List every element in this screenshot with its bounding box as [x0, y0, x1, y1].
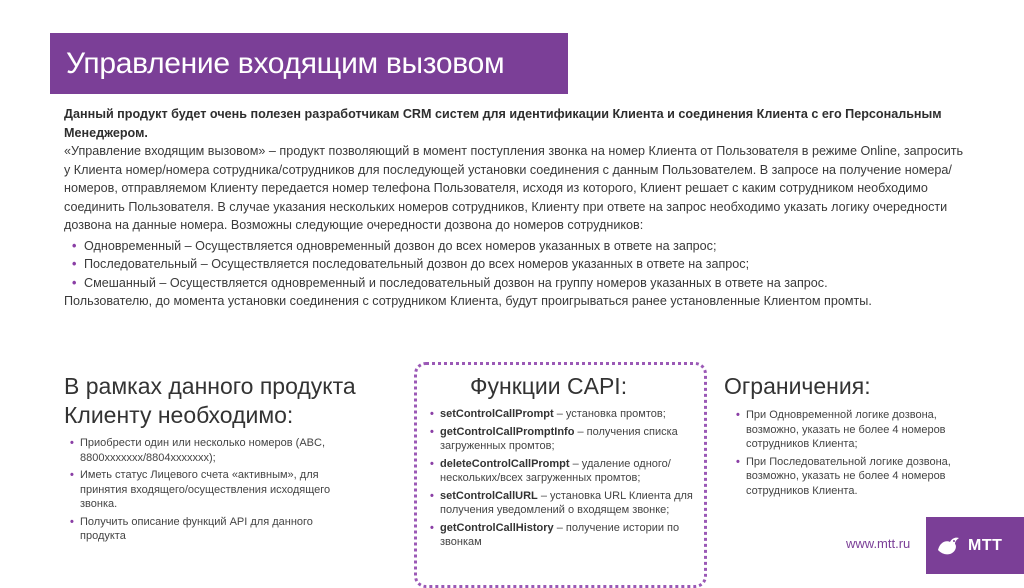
mtt-logo	[926, 517, 1024, 574]
list-item: • deleteControlCallPrompt – удаление одного/нескольких/всех загруженных промтов;	[430, 457, 671, 484]
title-banner	[50, 33, 568, 94]
requirements-title: В рамках данного продукта Клиенту необходимо:	[64, 373, 356, 428]
bullet-icon: •	[736, 409, 740, 421]
bullet-icon: •	[72, 257, 77, 271]
list-item: • setControlCallPrompt – установка промтов;	[430, 408, 666, 420]
bullet-icon: •	[70, 469, 74, 481]
capi-functions-title: Функции CAPI:	[470, 373, 628, 399]
limits-title: Ограничения:	[724, 373, 871, 399]
page-title: Управление входящим вызовом	[66, 46, 505, 80]
list-item: • При Последовательной логике дозвона, возможно, указать не более 4 номеров сотрудников Клиента.	[736, 455, 951, 497]
function-name: setControlCallPrompt	[440, 408, 554, 420]
bullet-icon: •	[72, 238, 77, 253]
list-item: • Иметь статус Лицевого счета «активным», для принятия входящего/осуществления исходящего звонка.	[70, 469, 331, 510]
intro-closing: Пользователю, до момента установки соединения с сотрудником Клиента, будут проигрываться ранее установленные Клиентом промты.	[64, 294, 872, 308]
list-item: • Получить описание функций API для данного продукта	[70, 515, 313, 542]
function-name: getControlCallPromptInfo	[440, 425, 575, 438]
list-item: • Приобрести один или несколько номеров (ABC, 8800xxxxxxx/8804xxxxxxx);	[70, 437, 326, 464]
limits-list	[734, 408, 974, 501]
intro-lead: Данный продукт будет очень полезен разработчикам CRM систем для идентификации Клиента и соединения Клиента с его Персональным Менеджером.	[64, 107, 942, 140]
requirements-list	[68, 436, 358, 547]
bullet-icon: •	[72, 275, 77, 290]
footer-url[interactable]: www.mtt.ru	[846, 536, 911, 551]
list-item: • getControlCallHistory – получение истории по звонкам	[430, 521, 680, 548]
function-name: getControlCallHistory	[440, 521, 554, 534]
bullet-icon: •	[430, 521, 434, 534]
bullet-icon: •	[70, 515, 74, 528]
list-item: • Одновременный – Осуществляется одновременный дозвон до всех номеров указанных в ответе на запрос;	[64, 237, 964, 256]
list-item: • setControlCallURL – установка URL Клиента для получения уведомлений о входящем звонке;	[430, 489, 693, 516]
list-item: • getControlCallPromptInfo – получения списка загруженных промтов;	[430, 425, 678, 452]
logo-text: МТТ	[968, 536, 1003, 554]
bullet-icon: •	[430, 489, 434, 502]
bullet-icon: •	[430, 408, 434, 420]
function-name: deleteControlCallPrompt	[440, 457, 570, 470]
bullet-icon: •	[70, 437, 74, 449]
dial-order-list	[64, 237, 964, 293]
intro-section	[64, 105, 964, 311]
list-item: • Последовательный – Осуществляется последовательный дозвон до всех номеров указанных в ответе на запрос;	[64, 255, 964, 274]
function-name: setControlCallURL	[440, 489, 538, 502]
bullet-icon: •	[430, 457, 434, 470]
bullet-icon: •	[736, 455, 740, 468]
capi-functions-list	[428, 407, 698, 553]
list-item: • Смешанный – Осуществляется одновременный и последовательный дозвон на группу номеров указанных в ответе на запрос.	[64, 274, 964, 293]
list-item: • При Одновременной логике дозвона, возможно, указать не более 4 номеров сотрудников Клиента;	[736, 409, 946, 450]
bird-logo-icon	[934, 532, 962, 560]
intro-body: «Управление входящим вызовом» – продукт позволяющий в момент поступления звонка на номер Клиента от Пользователя в режиме Online, запросить у Клиента номер/номера сотрудника/сотрудников для последующей установки соединения с данным Пользователем. В запросе на получение номера/номеров, отправляемом Клиенту передается номер телефона Пользователя, исходя из которого, Клиент решает с каким сотрудником необходимо соединить Пользователя. В случае указания нескольких номеров сотрудников, Клиенту при ответе на запрос необходимо указать логику очередности дозвона на данные номера. Возможны следующие очередности дозвона до номеров сотрудников:	[64, 144, 964, 232]
bullet-icon: •	[430, 425, 434, 438]
